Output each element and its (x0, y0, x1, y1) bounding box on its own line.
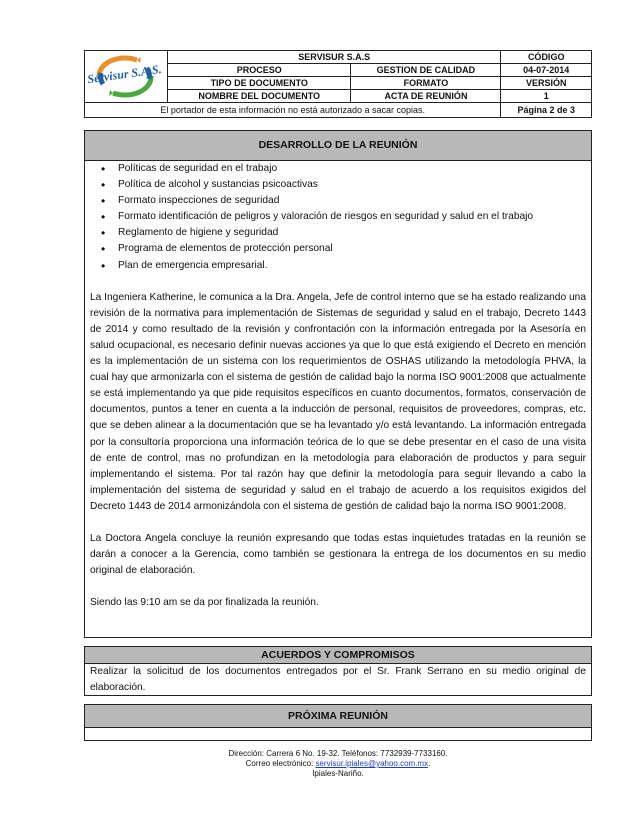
paragraph-closing: Siendo las 9:10 am se da por finalizada la reunión. (90, 597, 319, 609)
doc-type-value: FORMATO (351, 77, 501, 90)
doc-name-label: NOMBRE DEL DOCUMENTO (168, 90, 351, 103)
company-logo (85, 51, 167, 102)
document-header-table (84, 50, 592, 118)
company-logo-cell (85, 51, 168, 103)
company-name: SERVISUR S.A.S (168, 51, 501, 64)
list-item: • Reglamento de higiene y seguridad (118, 225, 586, 241)
code-label: CÓDIGO (501, 51, 592, 64)
section-acuerdos (84, 646, 592, 696)
version-value: 1 (501, 90, 592, 103)
list-item: • Programa de elementos de protección personal (118, 241, 586, 257)
process-label: PROCESO (168, 64, 351, 77)
list-item: • Formato inspecciones de seguridad (118, 193, 586, 209)
footer-city: Ipiales-Nariño. (312, 769, 364, 778)
section-desarrollo (84, 130, 592, 638)
footer-email-suffix: . (428, 759, 431, 768)
code-value: 04-07-2014 (501, 64, 592, 77)
topics-list (90, 161, 586, 274)
acuerdos-text: Realizar la solicitud de los documentos entregados por el Sr. Frank Serrano en su medio original de elaboración. (90, 666, 586, 693)
servisur-logo-icon (85, 51, 167, 102)
footer-address: Dirección: Carrera 6 No. 19-32. Teléfonos: 7732939-7733160. (228, 749, 448, 758)
paragraph-conclusion: La Doctora Angela concluye la reunión expresando que todas estas inquietudes tratadas en la reunión se darán a conocer a la Gerencia, como también se gestionara la entrega de los documentos en su medio original de elaboración. (90, 532, 586, 577)
list-item: • Políticas de seguridad en el trabajo (118, 161, 586, 177)
doc-type-label: TIPO DE DOCUMENTO (168, 77, 351, 90)
copy-notice: El portador de esta información no está autorizado a sacar copias. (85, 103, 501, 118)
section-desarrollo-content (85, 161, 591, 611)
page-indicator: Página 2 de 3 (501, 103, 592, 118)
section-desarrollo-title: DESARROLLO DE LA REUNIÓN (85, 131, 591, 161)
footer-email-link[interactable]: servisur.ipiales@yahoo.com.mx (315, 759, 429, 768)
doc-name-value: ACTA DE REUNIÓN (351, 90, 501, 103)
section-proxima-title: PRÓXIMA REUNIÓN (85, 705, 591, 728)
footer-email-line (84, 759, 592, 769)
process-value: GESTION DE CALIDAD (351, 64, 501, 77)
logo-wordmark: Servisur S.A.S. (86, 61, 163, 87)
version-label: VERSIÓN (501, 77, 592, 90)
paragraph-revision: La Ingeniera Katherine, le comunica a la Dra. Angela, Jefe de control interno que se ha estado realizando una revisión de la normativa para implementación de Sistemas de seguridad y salud en el trabajo, Decreto 1443 de 2014 y como resultado de la revisión y confrontación con la información entregada por la Asesoría en salud ocupacional, es necesario definir nuevas acciones ya que lo que está exigiendo el Decreto en mención es la implementación de un sistema con los requerimientos de OSHAS utilizando la metodología PHVA, la cual hay que armonizarla con el sistema de gestión de calidad bajo la norma ISO 9001:2008 que actualmente se está implementando ya que pide requisitos específicos en cuanto documentos, formatos, conservación de documentos, puntos a tener en cuenta a la inducción de personal, requisitos de proveedores, compras, etc. que se deben alinear a la documentación que se ha levantado y/o está levantando. La información entregada por la consultoría proporciona una información teórica de lo que se debe presentar en el caso de una visita de ente de control, mas no profundizan en la metodología para elaboración de productos y para seguir implementando el sistema. Por tal razón hay que definir la metodología para seguir llevando a cabo la implementación del sistema de seguridad y salud en el trabajo de acuerdo a los requisitos exigidos del Decreto 1443 de 2014 armonizándola con el sistema de gestión de calidad bajo la norma ISO 9001:2008. (90, 291, 586, 512)
list-item: • Política de alcohol y sustancias psicoactivas (118, 177, 586, 193)
section-acuerdos-title: ACUERDOS Y COMPROMISOS (85, 647, 591, 664)
list-item: • Plan de emergencia empresarial. (118, 258, 586, 274)
page-footer (84, 749, 592, 779)
footer-email-label: Correo electrónico: (245, 759, 314, 768)
list-item: • Formato identificación de peligros y valoración de riesgos en seguridad y salud en el trabajo (118, 209, 586, 225)
section-proxima (84, 704, 592, 741)
